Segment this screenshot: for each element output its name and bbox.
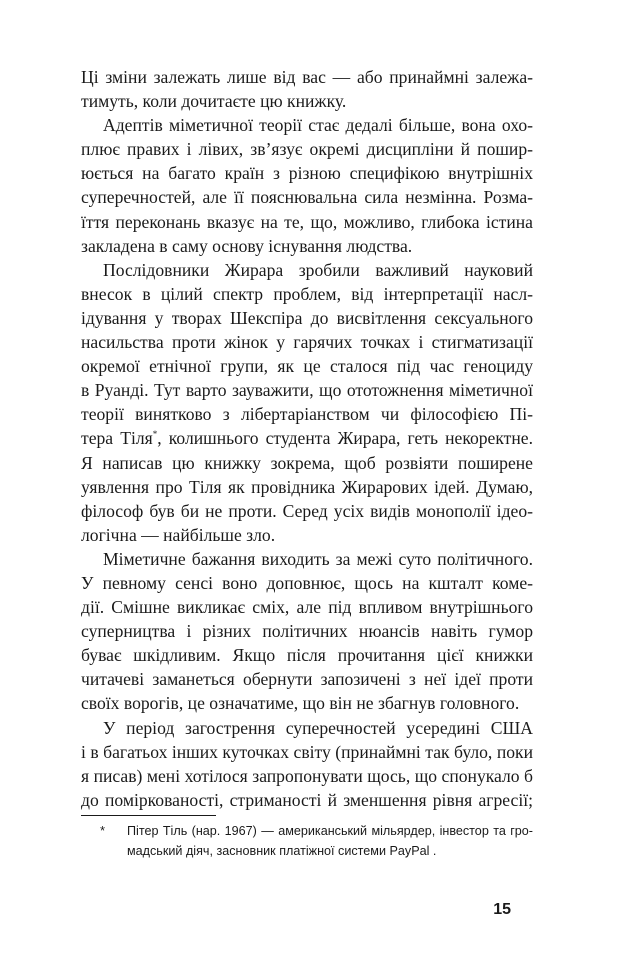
- text-line: внесок в цілий спектр проблем, від інтерпретації насл-: [81, 283, 533, 304]
- text-line: дії. Смішне викликає сміх, але під впливом внутрішнього: [81, 597, 533, 618]
- footnote-line: мадський діяч, засновник платіжної системи PayPal .: [127, 844, 437, 858]
- paragraph: [81, 258, 533, 547]
- text-line: читачеві заманеться обернути запозичені з неї ідеї проти: [81, 669, 533, 690]
- text-line: до поміркованості, стриманості й зменшення рівня агресії;: [81, 789, 533, 810]
- text-line: [81, 426, 533, 450]
- text-line: У певному сенсі воно доповнює, щось на кшталт коме-: [81, 572, 533, 593]
- text-line: і в багатьох інших куточках світу (принаймні так було, поки: [81, 741, 533, 762]
- footnote: [81, 821, 533, 861]
- text-line: суперечностей, але її пояснювальна сила незмінна. Розма-: [81, 187, 533, 208]
- text-line: логічна — найбільше зло.: [81, 524, 276, 545]
- text-line: У період загострення суперечностей усередині США: [103, 717, 533, 738]
- text-line: Адептів міметичної теорії стає дедалі більше, вона охо-: [103, 115, 533, 136]
- footnote-divider: [81, 815, 216, 816]
- text-line: Ці зміни залежать лише від вас — або принаймні залежа-: [81, 67, 533, 87]
- text-line: буває шкідливим. Якщо після прочитання цієї книжки: [81, 645, 533, 666]
- main-text: [81, 65, 533, 812]
- paragraph: [81, 65, 533, 113]
- text-line: закладена в саму основу існування людства.: [81, 235, 413, 256]
- footnote-reference[interactable]: *: [152, 429, 158, 440]
- text-line: філософ був би не проти. Серед усіх видів монополії ідео-: [81, 500, 533, 521]
- text-line: ідування у творах Шекспіра до висвітлення сексуального: [81, 307, 533, 328]
- text-line: юється на багато країн з різною специфікою внутрішніх: [81, 163, 533, 184]
- paragraph: [81, 716, 533, 812]
- text-line: Міметичне бажання виходить за межі суто політичного.: [103, 548, 533, 569]
- text-line: плює правих і лівих, зв’язує окремі дисципліни й пошир-: [81, 139, 533, 160]
- text-line: насильства проти жінок у гарячих точках і стигматизації: [81, 332, 533, 353]
- text-line: суперництва і різних політичних нюансів навіть гумор: [81, 621, 533, 642]
- footnote-line: Пітер Тіль (нар. 1967) — американський мільярдер, інвестор та гро-: [127, 824, 533, 838]
- text-line: їття переконань вказує на те, що, можливо, глибока істина: [81, 211, 533, 232]
- text-line: тимуть, коли дочитаєте цю книжку.: [81, 91, 347, 112]
- text-line: окремої етнічної групи, як це сталося під час геноциду: [81, 356, 533, 377]
- paragraph: [81, 113, 533, 258]
- paragraph: [81, 547, 533, 716]
- text-line: Послідовники Жирара зробили важливий науковий: [103, 259, 533, 280]
- text-line: теорії винятково з лібертаріанством чи філософією Пі-: [81, 404, 533, 425]
- text-fragment: , колишнього студента Жирара, геть некоректне.: [157, 428, 533, 449]
- page-number: 15: [493, 901, 511, 918]
- text-line: Я написав цю книжку зокрема, щоб розвіяти поширене: [81, 452, 533, 473]
- text-fragment: тера Тіля: [81, 428, 153, 449]
- footnote-marker: *: [100, 823, 106, 838]
- text-line: своїх ворогів, це означатиме, що він не збагнув головного.: [81, 693, 520, 714]
- text-line: я писав) мені хотілося запропонувати щось, що спонукало б: [81, 765, 533, 786]
- text-line: в Руанді. Тут варто зауважити, що ототожнення міметичної: [81, 380, 533, 401]
- text-line: уявлення про Тіля як провідника Жирарових ідей. Думаю,: [81, 476, 533, 497]
